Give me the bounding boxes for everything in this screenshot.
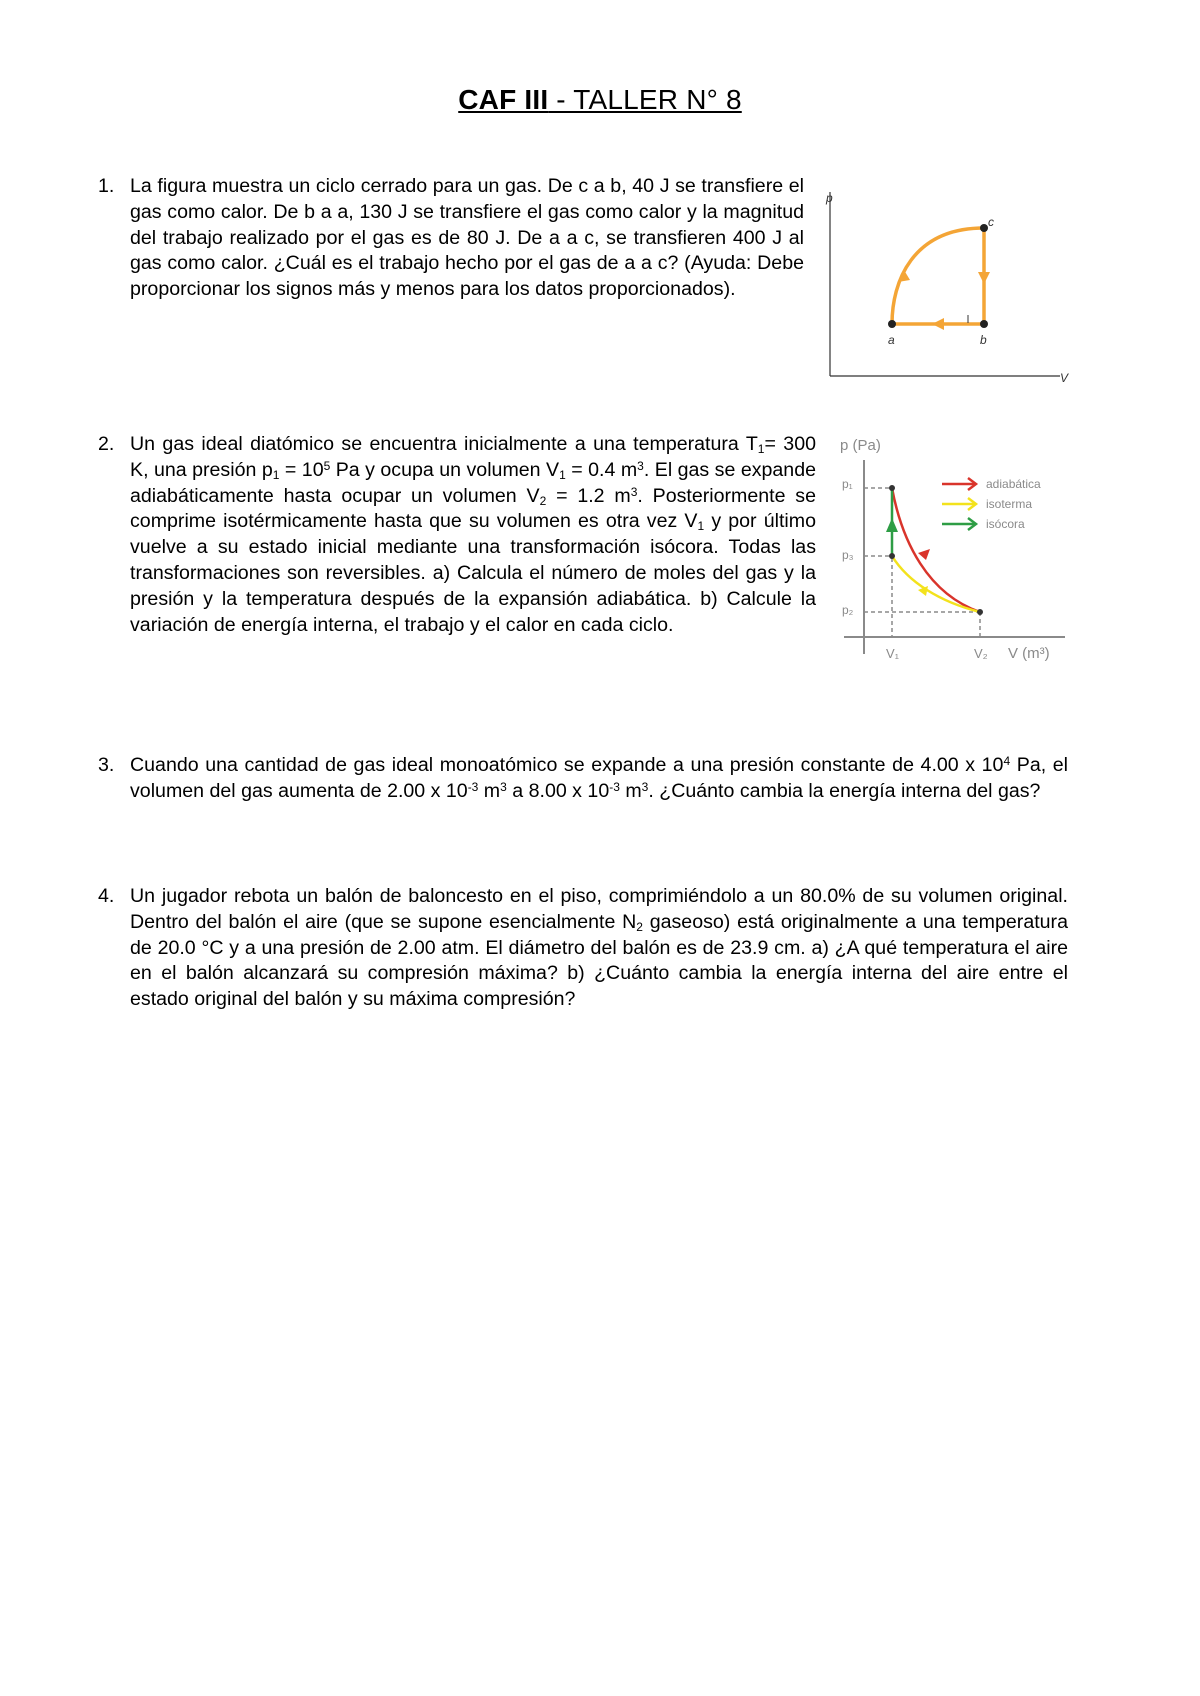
v-axis-label: V (m³) <box>1008 645 1050 662</box>
title-rest: - TALLER N° 8 <box>548 84 742 115</box>
arrow-c-to-b <box>978 272 990 284</box>
legend-label-isochoric: isócora <box>986 517 1025 531</box>
title-course: CAF III <box>458 84 549 115</box>
text-segment: = 0.4 m <box>565 458 638 481</box>
point-b-label: b <box>980 333 987 347</box>
state-1-point <box>889 485 895 491</box>
text-segment: gaseoso) está originalmente a una temperatura de 20.0 °C y a una presión de 2.00 atm. El diámetro del balón es de 23.9 cm. a) ¿A qué temperatura el aire en el balón alcanzará su compresión máxima? b) ¿Cuánto cambia la energía interna del aire entre el estado original del balón y su máxima compresión? <box>130 910 1068 1011</box>
p1-tick-label: p₁ <box>842 477 853 491</box>
text-segment: y por último vuelve a su estado inicial mediante una transformación isócora. Todas las transformaciones son reversibles. a) Calcula el número de moles del gas y la presión y la temperatura después de la expansión adiabática. b) Calcule la variación de energía interna, el trabajo y el calor en cada ciclo. <box>130 510 816 636</box>
problem-1 <box>98 174 804 303</box>
text-segment: Un gas ideal diatómico se encuentra inicialmente a una temperatura T <box>130 433 758 455</box>
point-c <box>980 224 988 232</box>
legend-label-isotherm: isoterma <box>986 497 1033 511</box>
point-c-label: c <box>988 215 994 229</box>
subscript: 1 <box>697 519 705 534</box>
adiabatic-arrow <box>918 549 930 560</box>
problem-text: La figura muestra un ciclo cerrado para un gas. De c a b, 40 J se transfiere el gas como calor. De b a a, 130 J se transfiere el gas como calor y la magnitud del trabajo realizado por el gas es de 80 J. De a a c, se transfieren 400 J al gas como calor. ¿Cuál es el trabajo hecho por el gas de a a c? (Ayuda: Debe proporcionar los signos más y menos para los datos proporcionados). <box>130 175 804 301</box>
superscript: 3 <box>500 779 507 794</box>
page-title <box>0 84 1200 116</box>
v1-tick-label: V₁ <box>886 646 900 661</box>
problem-2 <box>98 432 817 638</box>
subscript: 2 <box>539 493 547 508</box>
text-segment: Pa, el volumen del gas aumenta de 2.00 x 10 <box>130 754 1068 802</box>
problem-number: 2. <box>98 433 115 455</box>
adiabatic-curve <box>892 488 980 612</box>
superscript: 4 <box>1003 754 1011 768</box>
text-segment: . ¿Cuánto cambia la energía interna del gas? <box>648 779 1041 802</box>
text-segment: m <box>619 779 642 802</box>
problem-number: 1. <box>98 175 115 197</box>
superscript: -3 <box>467 779 479 794</box>
superscript: 5 <box>323 458 331 473</box>
superscript: 3 <box>637 458 644 473</box>
problem-3 <box>98 753 1068 805</box>
text-segment: Cuando una cantidad de gas ideal monoatómico se expande a una presión constante de 4.00 x 10 <box>130 754 1004 776</box>
cycle-figure <box>820 182 1080 388</box>
subscript: 1 <box>559 467 566 482</box>
problem-number: 3. <box>98 754 115 776</box>
isochoric-arrow <box>886 518 898 532</box>
subscript: 1 <box>757 442 765 456</box>
p-axis-label: p <box>826 191 833 205</box>
text-segment: = 10 <box>279 458 324 481</box>
point-a-label: a <box>888 333 895 347</box>
state-3-point <box>889 553 895 559</box>
subscript: 2 <box>636 919 643 934</box>
point-b <box>980 320 988 328</box>
pv-diagram-figure <box>830 432 1080 670</box>
text-segment: . Posteriormente se comprime isotérmicamente hasta que su volumen es otra vez V <box>130 484 816 533</box>
v-axis-label: V <box>1060 371 1069 385</box>
superscript: 3 <box>630 484 638 499</box>
v2-tick-label: V₂ <box>974 646 988 661</box>
superscript: 3 <box>641 779 649 794</box>
subscript: 1 <box>272 467 280 482</box>
legend <box>942 477 1041 531</box>
arrow-b-to-a <box>932 318 944 330</box>
problem-4 <box>98 884 1068 1013</box>
p-axis-label: p (Pa) <box>840 437 881 454</box>
problem-number: 4. <box>98 885 115 907</box>
state-2-point <box>977 609 983 615</box>
point-a <box>888 320 896 328</box>
p3-tick-label: p₃ <box>842 548 854 562</box>
superscript: -3 <box>609 779 620 794</box>
text-segment: = 1.2 m <box>546 484 631 507</box>
p2-tick-label: p₂ <box>842 603 854 617</box>
text-segment: . El gas se expande adiabáticamente hasta ocupar un volumen V <box>130 458 817 507</box>
text-segment: Pa y ocupa un volumen V <box>330 458 560 481</box>
text-segment: m <box>478 779 501 802</box>
text-segment: a 8.00 x 10 <box>506 779 610 802</box>
text-segment: Un jugador rebota un balón de baloncesto en el piso, comprimiéndolo a un 80.0% de su volumen original. Dentro del balón el aire (que se supone esencialmente N <box>130 885 1068 933</box>
text-segment: = 300 K, una presión p <box>130 433 816 481</box>
legend-label-adiabatic: adiabática <box>986 477 1041 491</box>
